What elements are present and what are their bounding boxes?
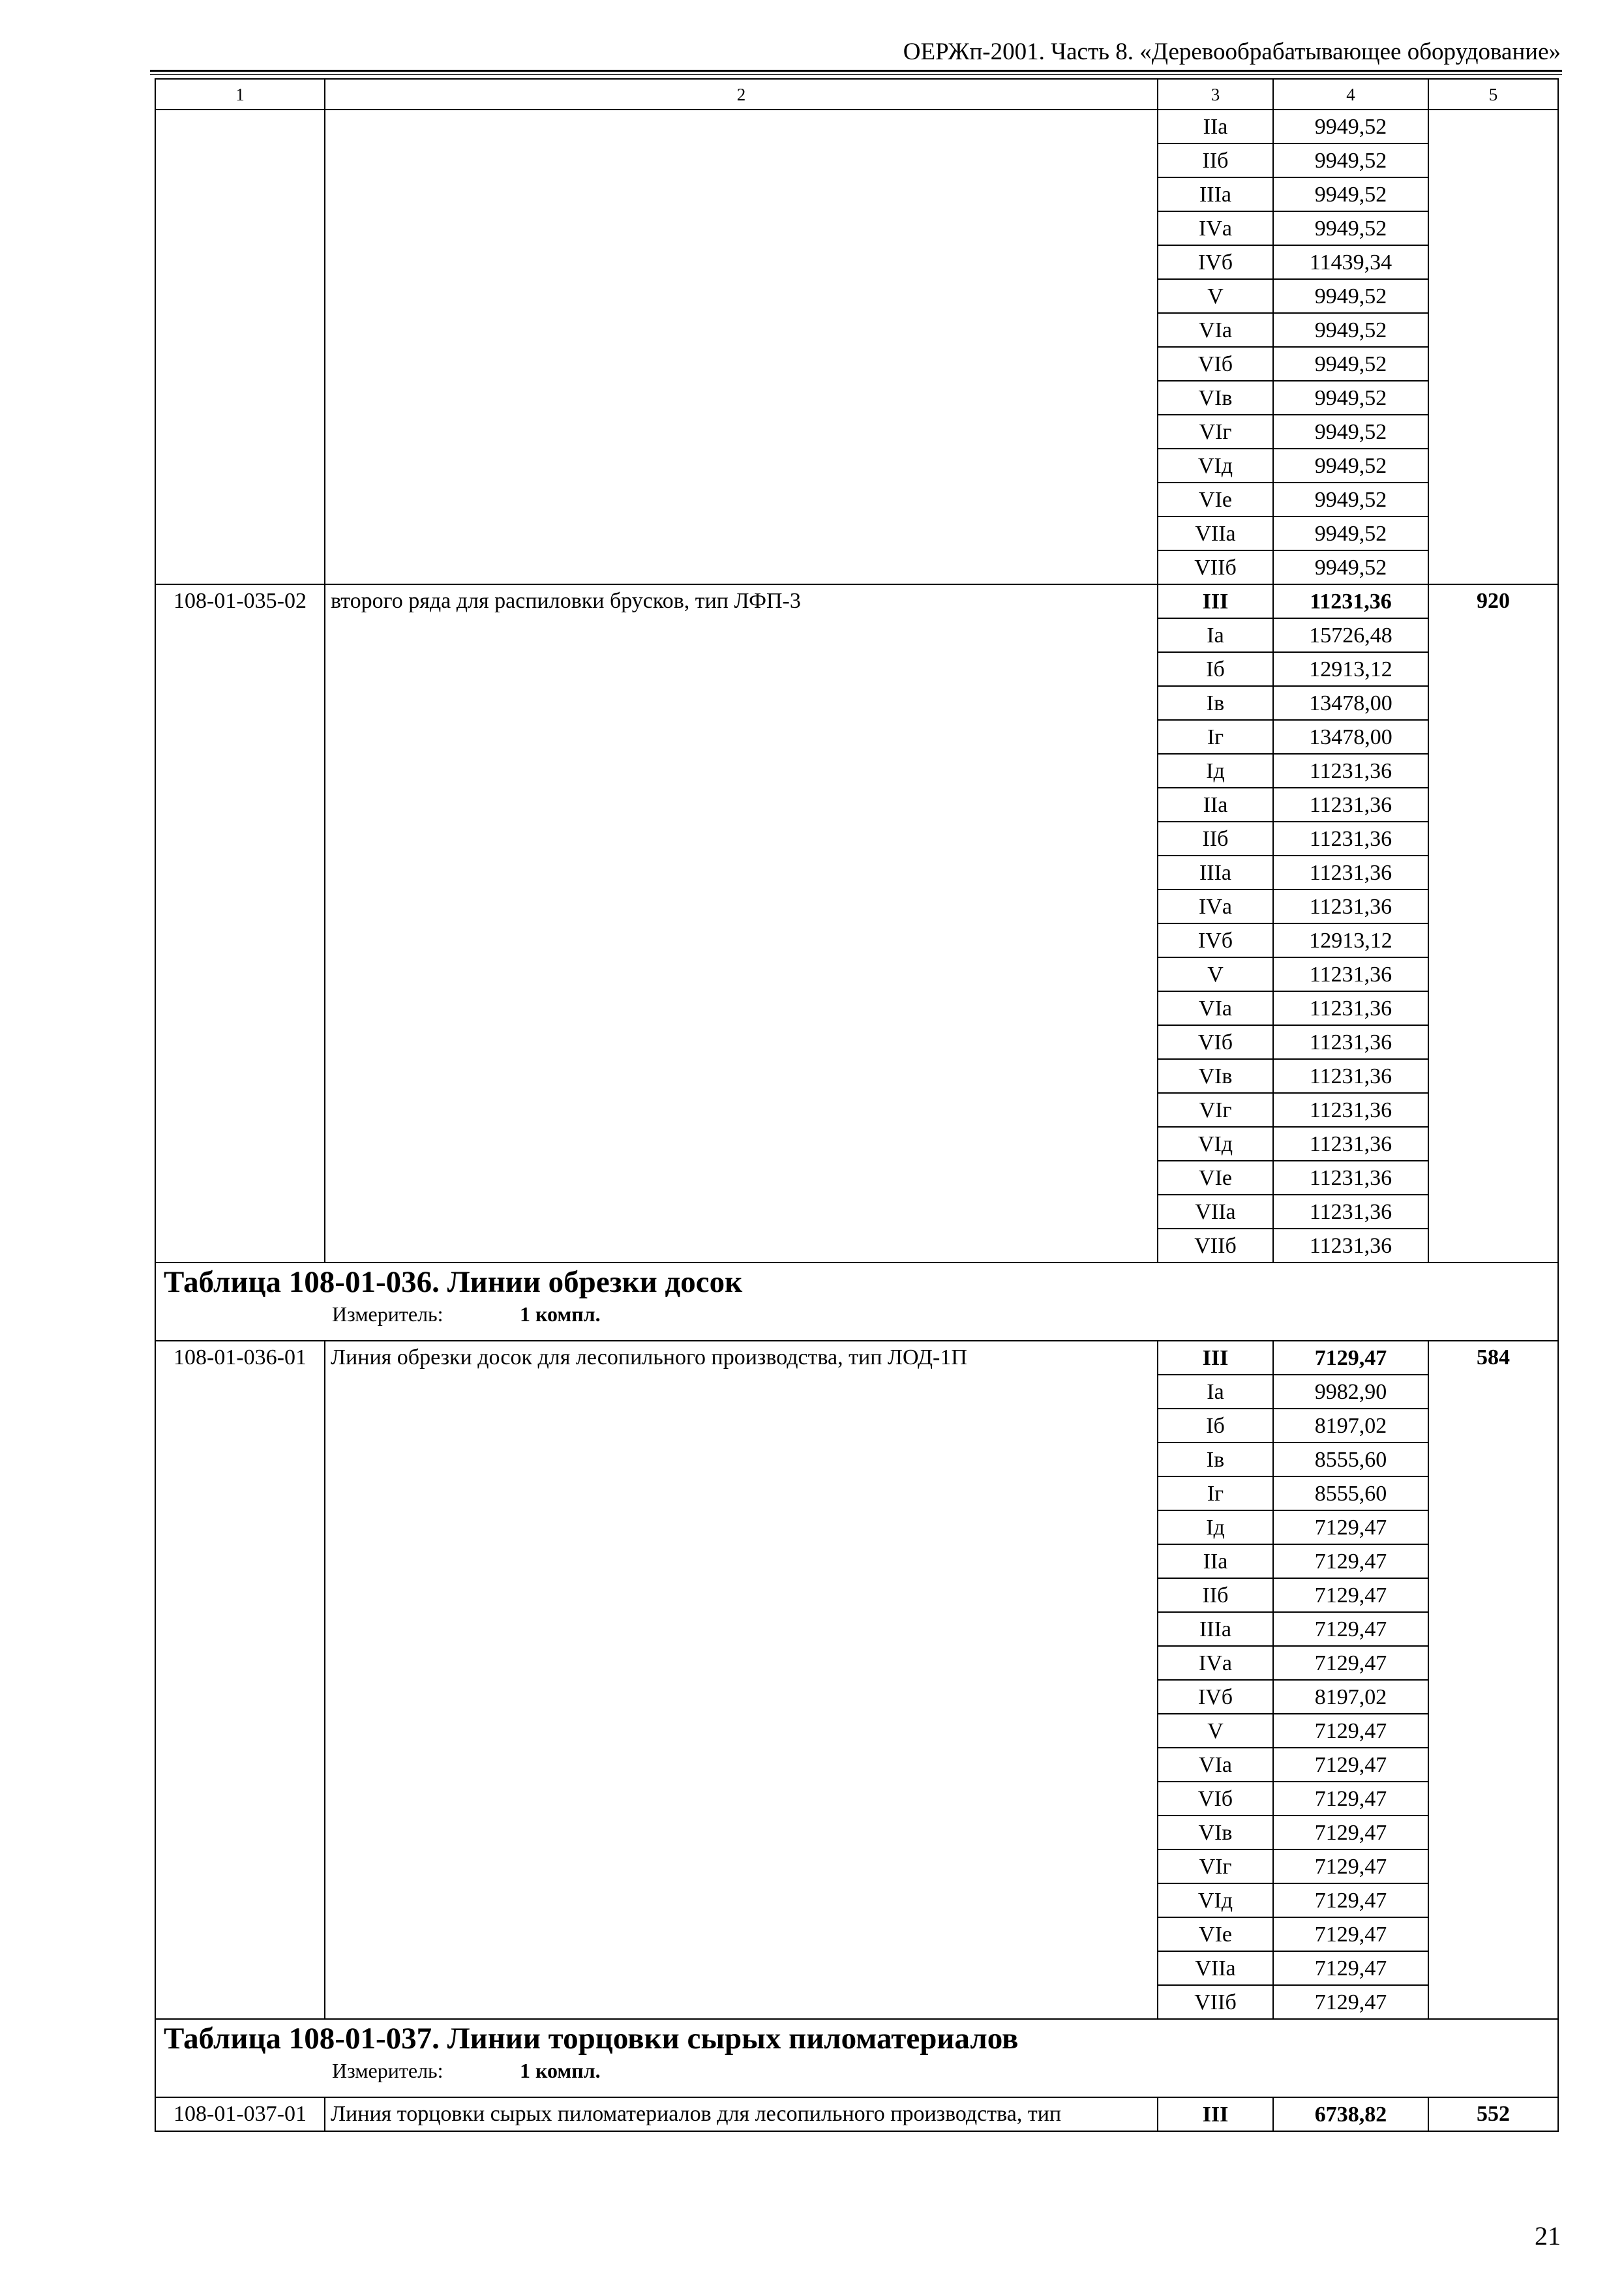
price-value: 11231,36 (1273, 1161, 1428, 1195)
zone-code: Iв (1158, 1443, 1273, 1476)
price-value: 7129,47 (1273, 1951, 1428, 1985)
price-value: 11231,36 (1273, 890, 1428, 923)
price-value: 9949,52 (1273, 516, 1428, 550)
item-name: Линия обрезки досок для лесопильного производства, тип ЛОД-1П (325, 1341, 1158, 2019)
zone-code: Iд (1158, 1510, 1273, 1544)
zone-code: VIг (1158, 1093, 1273, 1127)
zone-code: Iв (1158, 686, 1273, 720)
zone-code: Iг (1158, 1476, 1273, 1510)
price-table-body (155, 79, 1558, 2131)
table-title-row (155, 2019, 1558, 2097)
zone-code: VIв (1158, 381, 1273, 415)
price-value: 7129,47 (1273, 1510, 1428, 1544)
price-value: 11231,36 (1273, 991, 1428, 1025)
zone-code: VIе (1158, 1917, 1273, 1951)
price-value: 8197,02 (1273, 1409, 1428, 1443)
zone-code: VIе (1158, 1161, 1273, 1195)
price-value: 12913,12 (1273, 923, 1428, 957)
zone-code: V (1158, 957, 1273, 991)
price-value: 11231,36 (1273, 1093, 1428, 1127)
zone-code: VIIб (1158, 550, 1273, 584)
price-value: 7129,47 (1273, 1782, 1428, 1816)
price-value: 8555,60 (1273, 1476, 1428, 1510)
table-row (155, 1341, 1558, 1375)
zone-code: IIб (1158, 143, 1273, 177)
zone-code: IIа (1158, 788, 1273, 822)
zone-code: VIв (1158, 1816, 1273, 1849)
zone-code: VIд (1158, 1883, 1273, 1917)
price-value: 7129,47 (1273, 1816, 1428, 1849)
price-value: 9949,52 (1273, 313, 1428, 347)
price-value: 7129,47 (1273, 1646, 1428, 1680)
price-value: 13478,00 (1273, 720, 1428, 754)
zone-code: VIв (1158, 1059, 1273, 1093)
zone-code: Iд (1158, 754, 1273, 788)
table-title-cell (155, 2019, 1558, 2097)
zone-code: IVа (1158, 1646, 1273, 1680)
measure-line (164, 2057, 1557, 2084)
price-value: 7129,47 (1273, 1883, 1428, 1917)
price-value: 9949,52 (1273, 110, 1428, 143)
zone-code: III (1158, 584, 1273, 618)
price-value: 11231,36 (1273, 584, 1428, 618)
zone-code: VIIа (1158, 516, 1273, 550)
table-title: Таблица 108-01-036. Линии обрезки досок (164, 1265, 743, 1299)
price-value: 12913,12 (1273, 652, 1428, 686)
weight-value: 552 (1428, 2097, 1558, 2131)
price-value: 9949,52 (1273, 550, 1428, 584)
weight-value (1428, 110, 1558, 584)
zone-code: IVб (1158, 923, 1273, 957)
price-value: 7129,47 (1273, 1578, 1428, 1612)
weight-value: 584 (1428, 1341, 1558, 2019)
zone-code: IVб (1158, 245, 1273, 279)
table-title-row (155, 1263, 1558, 1341)
price-value: 9949,52 (1273, 415, 1428, 449)
zone-code: III (1158, 1341, 1273, 1375)
price-value: 15726,48 (1273, 618, 1428, 652)
zone-code: IVа (1158, 890, 1273, 923)
price-value: 11231,36 (1273, 856, 1428, 890)
header-rule-thin (150, 74, 1562, 75)
price-value: 11231,36 (1273, 754, 1428, 788)
price-value: 11231,36 (1273, 957, 1428, 991)
item-code: 108-01-036-01 (155, 1341, 325, 2019)
price-value: 7129,47 (1273, 1748, 1428, 1782)
zone-code: IVб (1158, 1680, 1273, 1714)
zone-code: Iб (1158, 1409, 1273, 1443)
item-name (325, 110, 1158, 584)
zone-code: IIа (1158, 1544, 1273, 1578)
price-value: 11231,36 (1273, 822, 1428, 856)
price-value: 9949,52 (1273, 143, 1428, 177)
price-value: 7129,47 (1273, 1714, 1428, 1748)
header-rule (150, 70, 1562, 72)
column-number-row (155, 79, 1558, 110)
column-number: 1 (155, 79, 325, 110)
price-value: 9949,52 (1273, 483, 1428, 516)
zone-code: IIIа (1158, 177, 1273, 211)
price-value: 11231,36 (1273, 1195, 1428, 1229)
zone-code: Iг (1158, 720, 1273, 754)
zone-code: VIIа (1158, 1195, 1273, 1229)
zone-code: IIIа (1158, 1612, 1273, 1646)
item-code: 108-01-037-01 (155, 2097, 325, 2131)
price-value: 8197,02 (1273, 1680, 1428, 1714)
column-number: 5 (1428, 79, 1558, 110)
price-value: 11231,36 (1273, 1229, 1428, 1263)
price-value: 7129,47 (1273, 1985, 1428, 2019)
zone-code: VIа (1158, 991, 1273, 1025)
price-value: 11231,36 (1273, 1025, 1428, 1059)
running-header: ОЕРЖп-2001. Часть 8. «Деревообрабатывающее оборудование» (903, 38, 1561, 65)
table-title-cell (155, 1263, 1558, 1341)
zone-code: VIд (1158, 1127, 1273, 1161)
zone-code: VIб (1158, 1025, 1273, 1059)
price-value: 7129,47 (1273, 1612, 1428, 1646)
price-value: 11231,36 (1273, 1127, 1428, 1161)
measure-value: 1 компл. (520, 2059, 601, 2082)
item-code (155, 110, 325, 584)
price-value: 11231,36 (1273, 788, 1428, 822)
table-title: Таблица 108-01-037. Линии торцовки сырых пиломатериалов (164, 2022, 1019, 2056)
table-row (155, 110, 1558, 143)
table-row (155, 2097, 1558, 2131)
price-value: 7129,47 (1273, 1917, 1428, 1951)
price-value: 9949,52 (1273, 381, 1428, 415)
item-name: второго ряда для распиловки брусков, тип ЛФП-3 (325, 584, 1158, 1263)
zone-code: V (1158, 1714, 1273, 1748)
zone-code: VIб (1158, 1782, 1273, 1816)
table-row (155, 584, 1558, 618)
zone-code: IVа (1158, 211, 1273, 245)
measure-line (164, 1301, 1557, 1327)
price-value: 7129,47 (1273, 1849, 1428, 1883)
zone-code: IIа (1158, 110, 1273, 143)
item-name: Линия торцовки сырых пиломатериалов для лесопильного производства, тип (325, 2097, 1158, 2131)
column-number: 2 (325, 79, 1158, 110)
price-value: 9949,52 (1273, 211, 1428, 245)
column-number: 3 (1158, 79, 1273, 110)
zone-code: VIг (1158, 1849, 1273, 1883)
price-value: 11439,34 (1273, 245, 1428, 279)
zone-code: VIIб (1158, 1229, 1273, 1263)
zone-code: Iа (1158, 618, 1273, 652)
price-value: 9949,52 (1273, 347, 1428, 381)
price-value: 9949,52 (1273, 279, 1428, 313)
zone-code: VIг (1158, 415, 1273, 449)
measure-label: Измеритель: (332, 2059, 444, 2082)
measure-label: Измеритель: (332, 1302, 444, 1326)
price-value: 13478,00 (1273, 686, 1428, 720)
measure-value: 1 компл. (520, 1302, 601, 1326)
price-value: 9982,90 (1273, 1375, 1428, 1409)
price-value: 8555,60 (1273, 1443, 1428, 1476)
price-value: 9949,52 (1273, 177, 1428, 211)
zone-code: VIIа (1158, 1951, 1273, 1985)
zone-code: IIб (1158, 822, 1273, 856)
zone-code: VIб (1158, 347, 1273, 381)
zone-code: V (1158, 279, 1273, 313)
price-value: 11231,36 (1273, 1059, 1428, 1093)
zone-code: VIIб (1158, 1985, 1273, 2019)
price-value: 7129,47 (1273, 1341, 1428, 1375)
weight-value: 920 (1428, 584, 1558, 1263)
zone-code: IIIа (1158, 856, 1273, 890)
zone-code: Iб (1158, 652, 1273, 686)
zone-code: VIа (1158, 313, 1273, 347)
item-code: 108-01-035-02 (155, 584, 325, 1263)
zone-code: VIа (1158, 1748, 1273, 1782)
price-value: 6738,82 (1273, 2097, 1428, 2131)
zone-code: III (1158, 2097, 1273, 2131)
price-value: 7129,47 (1273, 1544, 1428, 1578)
zone-code: Iа (1158, 1375, 1273, 1409)
column-number: 4 (1273, 79, 1428, 110)
page-number: 21 (1535, 2221, 1561, 2251)
price-table (155, 78, 1559, 2132)
zone-code: IIб (1158, 1578, 1273, 1612)
zone-code: VIд (1158, 449, 1273, 483)
price-value: 9949,52 (1273, 449, 1428, 483)
zone-code: VIе (1158, 483, 1273, 516)
